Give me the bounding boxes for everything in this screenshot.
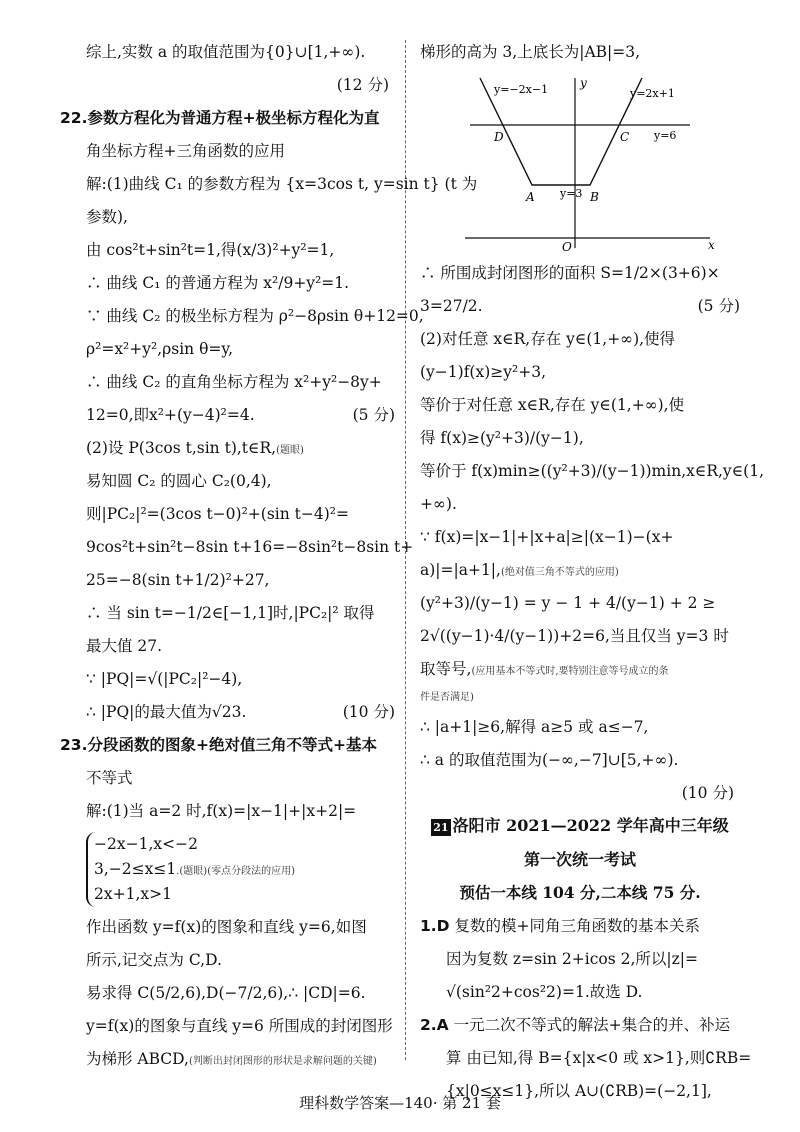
annotation-note: (绝对值三角不等式的应用) xyxy=(500,567,619,579)
question-number: 22. xyxy=(60,109,88,128)
text-line: √(sin²2+cos²2)=1.故选 D. xyxy=(446,983,643,1002)
text-line: 易知圆 C₂ 的圆心 C₂(0,4), xyxy=(86,472,272,491)
text-line-with-score xyxy=(60,403,395,427)
text: 为梯形 ABCD, xyxy=(86,1049,189,1068)
annotation-note: (判断出封闭图形的形状是求解问题的关键) xyxy=(188,1055,377,1067)
text-line xyxy=(420,558,740,582)
text-line: ∴ |a+1|≥6,解得 a≥5 或 a≤−7, xyxy=(420,717,649,736)
point-D: D xyxy=(494,130,504,145)
text-line: 9cos²t+sin²t−8sin t+16=−8sin²t−8sin t+ xyxy=(86,538,414,557)
text-line-with-score xyxy=(420,294,740,318)
text-line: ∴ 所围成封闭图形的面积 S=1/2×(3+6)× xyxy=(420,264,720,283)
text-line: ∵ |PQ|=√(|PC₂|²−4), xyxy=(86,670,243,689)
section-title-text: 洛阳市 2021—2022 学年高中三年级 xyxy=(452,815,729,835)
text-line xyxy=(60,1047,395,1071)
text-line: 解:(1)当 a=2 时,f(x)=|x−1|+|x+2|= xyxy=(86,802,357,821)
score-label: (10 分) xyxy=(342,703,395,722)
text: 3=27/2. xyxy=(420,297,483,316)
point-C: C xyxy=(620,130,630,145)
annotation-note: (题眼) xyxy=(276,445,304,457)
topic-text-cont: 角坐标方程+三角函数的应用 xyxy=(86,142,285,161)
x-axis-label: x xyxy=(708,238,715,253)
answer-number: 2.A xyxy=(420,1016,449,1035)
q22-heading xyxy=(60,106,395,130)
annotation-note-cont: 件是否满足) xyxy=(420,692,474,704)
piecewise-case-row xyxy=(94,857,395,882)
annotation-note: .(题眼)(零点分段法的应用) xyxy=(176,866,296,878)
section-title xyxy=(420,814,740,839)
page-footer: 理科数学答案—140· 第 21 套 xyxy=(299,1094,501,1112)
q23-heading xyxy=(60,733,395,757)
score-label: (10 分) xyxy=(681,783,734,802)
text-line-with-score xyxy=(60,700,395,724)
answer-heading xyxy=(420,1013,740,1037)
text-line: 最大值 27. xyxy=(86,637,163,656)
point-A: A xyxy=(526,190,535,205)
trapezoid-graph xyxy=(460,73,720,253)
text-line: 由 cos²t+sin²t=1,得(x/3)²+y²=1, xyxy=(86,241,335,260)
label-y6: y=6 xyxy=(654,129,677,143)
label-left-line: y=−2x−1 xyxy=(494,83,549,97)
text-line: 作出函数 y=f(x)的图象和直线 y=6,如图 xyxy=(86,917,367,936)
text-line: 易求得 C(5/2,6),D(−7/2,6),∴ |CD|=6. xyxy=(86,983,366,1002)
text-line: 所示,记交点为 C,D. xyxy=(86,950,222,969)
text-line: 等价于对任意 x∈R,存在 y∈(1,+∞),使 xyxy=(420,396,685,415)
text-line: (y²+3)/(y−1) = y − 1 + 4/(y−1) + 2 ≥ xyxy=(420,594,716,613)
text: ∴ |PQ|的最大值为√23. xyxy=(86,703,247,722)
text: (2)设 P(3cos t,sin t),t∈R, xyxy=(86,439,277,458)
text-line: 综上,实数 a 的取值范围为{0}∪[1,+∞). xyxy=(86,43,366,61)
text-line: 解:(1)曲线 C₁ 的参数方程为 {x=3cos t, y=sin t} (t 为 xyxy=(86,175,478,194)
text-line: 梯形的高为 3,上底长为|AB|=3, xyxy=(420,43,641,61)
text: 取等号, xyxy=(420,660,472,679)
label-y3: y=3 xyxy=(560,187,583,201)
text-line: 算 由已知,得 B={x|x<0 或 x>1},则∁RB= xyxy=(446,1049,752,1068)
score-label: (5 分) xyxy=(352,406,395,425)
point-B: B xyxy=(590,190,599,205)
text-line xyxy=(420,657,740,681)
answer-number: 1.D xyxy=(420,917,450,936)
topic-text-cont: 不等式 xyxy=(86,769,133,788)
section-badge: 21 xyxy=(431,819,450,836)
topic-text: 分段函数的图象+绝对值三角不等式+基本 xyxy=(87,735,377,755)
piecewise-case: −2x−1,x<−2 xyxy=(94,835,198,854)
label-right-line: y=2x+1 xyxy=(630,87,675,101)
text-line: ρ²=x²+y²,ρsin θ=y, xyxy=(86,340,234,359)
text-line: y=f(x)的图象与直线 y=6 所围成的封闭图形 xyxy=(86,1016,393,1035)
question-number: 23. xyxy=(60,736,88,755)
topic-text: 复数的模+同角三角函数的基本关系 xyxy=(454,917,700,936)
y-axis-label: y xyxy=(580,76,587,91)
piecewise-brace xyxy=(86,832,395,906)
text-line: 2√((y−1)·4/(y−1))+2=6,当且仅当 y=3 时 xyxy=(420,627,729,646)
right-column xyxy=(420,40,764,1112)
text-line: ∴ 曲线 C₂ 的直角坐标方程为 x²+y²−8y+ xyxy=(86,373,382,392)
topic-text: 参数方程化为普通方程+极坐标方程化为直 xyxy=(87,108,380,128)
text-line: 得 f(x)≥(y²+3)/(y−1), xyxy=(420,429,584,448)
text-line: 参数), xyxy=(86,208,128,227)
text-line: +∞). xyxy=(420,495,457,514)
text-line: ∵ f(x)=|x−1|+|x+a|≥|(x−1)−(x+ xyxy=(420,528,674,547)
score-label: (5 分) xyxy=(697,297,740,316)
answer-heading xyxy=(420,914,740,938)
text-line: ∴ 曲线 C₁ 的普通方程为 x²/9+y²=1. xyxy=(86,274,350,293)
topic-text: 一元二次不等式的解法+集合的并、补运 xyxy=(453,1016,731,1035)
text-line: {x|0≤x≤1},所以 A∪(∁RB)=(−2,1], xyxy=(446,1082,712,1101)
section-info: 预估一本线 104 分,二本线 75 分. xyxy=(459,883,701,903)
section-subtitle: 第一次统一考试 xyxy=(523,849,636,869)
text-line: 因为复数 z=sin 2+icos 2,所以|z|= xyxy=(446,950,698,969)
score-label: (12 分) xyxy=(336,76,389,95)
origin-label: O xyxy=(562,240,572,254)
text-line: ∴ a 的取值范围为(−∞,−7]∪[5,+∞). xyxy=(420,750,679,769)
text: a)|=|a+1|, xyxy=(420,561,501,580)
text-line: 等价于 f(x)min≥((y²+3)/(y−1))min,x∈R,y∈(1, xyxy=(420,462,764,481)
text: 12=0,即x²+(y−4)²=4. xyxy=(86,406,255,425)
text-line xyxy=(60,436,395,460)
annotation-note: (应用基本不等式时,要特别注意等号成立的条 xyxy=(471,666,669,678)
text-line: 25=−8(sin t+1/2)²+27, xyxy=(86,571,270,590)
piecewise-case: 2x+1,x>1 xyxy=(94,884,172,903)
piecewise-case: 3,−2≤x≤1 xyxy=(94,860,177,879)
text-line: (y−1)f(x)≥y²+3, xyxy=(420,363,547,382)
text-line: (2)对任意 x∈R,存在 y∈(1,+∞),使得 xyxy=(420,330,676,349)
text-line: ∵ 曲线 C₂ 的极坐标方程为 ρ²−8ρsin θ+12=0, xyxy=(86,307,424,326)
text-line: ∴ 当 sin t=−1/2∈[−1,1]时,|PC₂|² 取得 xyxy=(86,604,375,623)
text-line: 则|PC₂|²=(3cos t−0)²+(sin t−4)²= xyxy=(86,505,349,524)
